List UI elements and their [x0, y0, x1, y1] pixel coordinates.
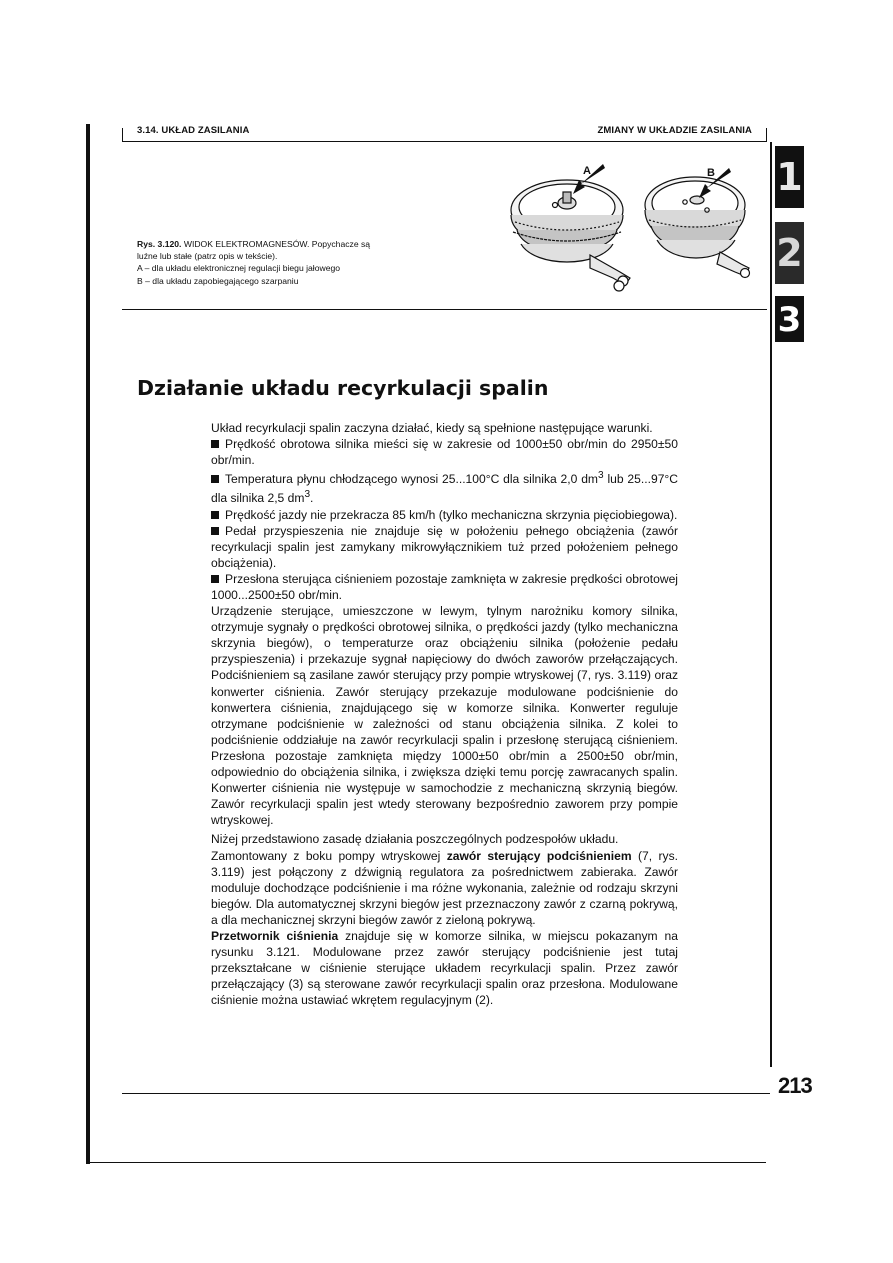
solenoid-b [645, 177, 750, 278]
header-left-tick [122, 128, 123, 142]
components-intro-paragraph: Niżej przedstawiono zasadę działania poszczególnych podzespołów układu. [211, 832, 619, 847]
article-body [211, 420, 678, 1008]
bottom-rule [86, 1162, 766, 1163]
bullet-square-icon [211, 575, 219, 583]
solenoid-a [511, 180, 630, 291]
running-header-right: ZMIANY W UKŁADZIE ZASILANIA [597, 125, 752, 136]
solenoids-figure [495, 160, 760, 300]
solenoids-illustration [495, 160, 760, 300]
bullet-square-icon [211, 511, 219, 519]
page-number: 213 [778, 1073, 812, 1098]
caption-number: Rys. 3.120. [137, 239, 182, 249]
intro-paragraph: Układ recyrkulacji spalin zaczyna działać, kiedy są spełnione następujące warunki. [211, 421, 653, 435]
header-right-tick [766, 128, 767, 142]
bullet-square-icon [211, 475, 219, 483]
bullet-square-icon [211, 440, 219, 448]
condition-item: Prędkość jazdy nie przekracza 85 km/h (tylko mechaniczna skrzynia pięciobiegowa). [211, 507, 678, 523]
bullet-square-icon [211, 527, 219, 535]
figure-rule [122, 309, 767, 310]
caption-line2: luźne lub stałe (patrz opis w tekście). [137, 251, 278, 262]
footer-rule [122, 1093, 770, 1094]
pressure-converter-paragraph: Przetwornik ciśnienia znajduje się w komorze silnika, w miejscu pokazanym na rysunku 3.121. Modulowane przez zawór sterujący podciśnienie jest tutaj przekształcane w ciśnienie sterujące układem recyrkulacji spalin. Przez zawór przełączający (3) są sterowane zawór recyrkulacji spalin oraz przesłona. Modulowane ciśnienie można ustawiać wkrętem regulacyjnym (2). [211, 928, 678, 1008]
chapter-tab-3: 3 [775, 296, 804, 342]
chapter-tab-2: 2 [775, 222, 804, 284]
condition-item: Pedał przyspieszenia nie znajduje się w położeniu pełnego obciążenia (zawór recyrkulacji spalin jest zamykany mikrowyłącznikiem tuż przed położeniem pełnego obciążenia). [211, 523, 678, 570]
control-unit-paragraph: Urządzenie sterujące, umieszczone w lewym, tylnym narożniku komory silnika, otrzymuje sygnały o prędkości obrotowej silnika, o prędkości jazdy (tylko mechaniczna skrzynia biegów), o temperaturze oraz obciążeniu silnika (położenie pedału przyspieszenia) i przekazuje sygnał napięciowy do dwóch zaworów przełączających. Podciśnieniem są zasilane zawór sterujący przy pompie wtryskowej (7, rys. 3.119) oraz konwerter ciśnienia. Zawór sterujący przekazuje modulowane podciśnienie do konwertera ciśnienia, znajdującego się w komorze silnika. Konwerter reguluje otrzymane podciśnienie w zależności od stanu obciążenia silnika. Z kolei to podciśnienie oddziałuje na zawór recyrkulacji spalin i przesłonę sterującą ciśnieniem. Przesłona pozostaje zamknięta między 1000±50 obr/min a 2500±50 obr/min, odpowiednio do obciążenia silnika, i zwiększa dzięki temu porcję zawracanych spalin. Konwerter ciśnienia nie występuje w samochodzie z mechaniczną skrzynią biegów. Zawór recyrkulacji spalin jest wtedy sterowany bezpośrednio zaworem przy pompie wtryskowej. [211, 604, 678, 828]
section-title: Działanie układu recyrkulacji spalin [137, 376, 549, 400]
figure-caption [137, 238, 437, 287]
caption-item-a: A – dla układu elektronicznej regulacji biegu jałowego [137, 263, 341, 274]
condition-item: Temperatura płynu chłodzącego wynosi 25...100°C dla silnika 2,0 $dm^3$ lub 25...97°C dla silnika 2,5 $dm^3$. [211, 470, 678, 506]
label-b: B [707, 167, 715, 179]
caption-title: WIDOK ELEKTROMAGNESÓW. Popychacze są [183, 239, 371, 249]
running-header-left: 3.14. UKŁAD ZASILANIA [137, 125, 250, 136]
label-a: A [583, 165, 591, 177]
condition-item: Prędkość obrotowa silnika mieści się w zakresie od 1000±50 obr/min do 2950±50 obr/min. [211, 437, 678, 468]
right-edge-rule [770, 142, 772, 1067]
header-rule [122, 141, 767, 142]
condition-item: Przesłona sterująca ciśnieniem pozostaje zamknięta w zakresie prędkości obrotowej 1000...2500±50 obr/min. [211, 571, 678, 602]
chapter-tab-1: 1 [775, 146, 804, 208]
left-margin-rule [86, 124, 90, 1164]
vacuum-valve-paragraph: Zamontowany z boku pompy wtryskowej zawór sterujący podciśnieniem (7, rys. 3.119) jest połączony z dźwignią regulatora za pośrednictwem zabieraka. Zawór moduluje dochodzące podciśnienie i ma różne wykonania, zależnie od rodzaju skrzyni biegów. Dla automatycznej skrzyni biegów jest przeznaczony zawór z czarną pokrywą, a dla mechanicznej skrzyni biegów zawór z zieloną pokrywą. [211, 848, 678, 927]
caption-item-b: B – dla układu zapobiegającego szarpaniu [137, 275, 299, 286]
